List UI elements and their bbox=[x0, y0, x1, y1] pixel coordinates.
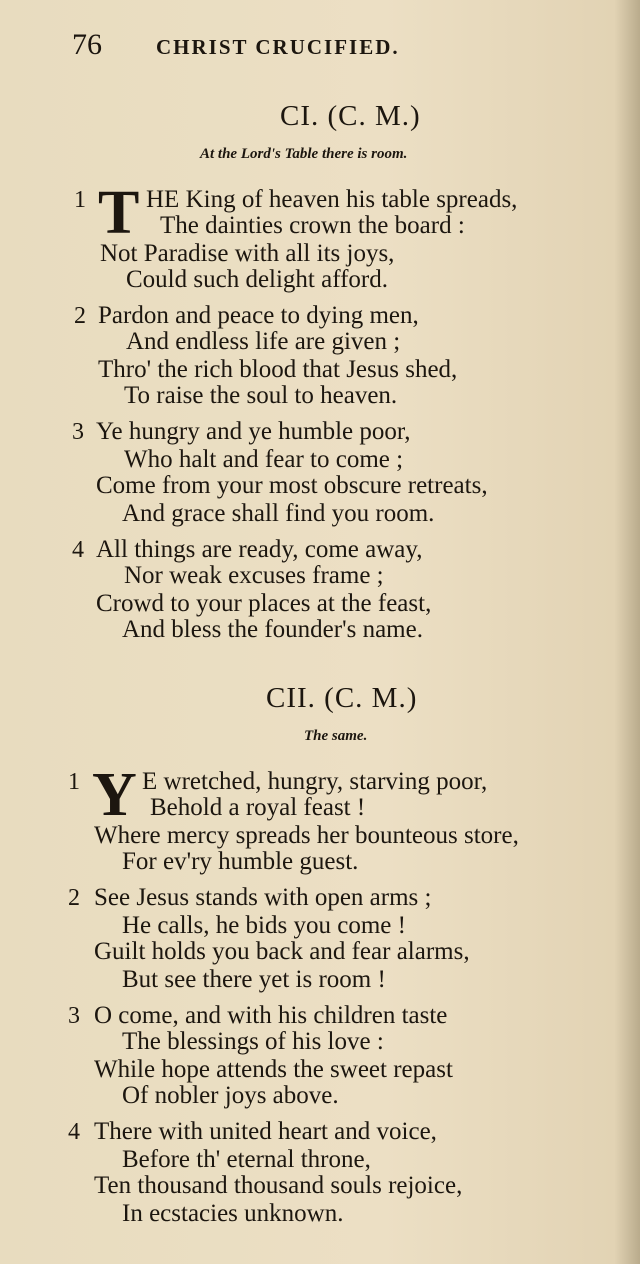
verse-line: And endless life are given ; bbox=[126, 328, 401, 355]
verse-line: Who halt and fear to come ; bbox=[124, 446, 404, 473]
verse-line: But see there yet is room ! bbox=[122, 966, 386, 993]
hymn-subtitle: The same. bbox=[304, 728, 368, 744]
hymn-subtitle: At the Lord's Table there is room. bbox=[200, 146, 408, 162]
verse-line: Ten thousand thousand souls rejoice, bbox=[94, 1172, 463, 1199]
verse-number: 3 bbox=[68, 1003, 80, 1029]
running-title: CHRIST CRUCIFIED. bbox=[156, 35, 400, 59]
verse-line: Come from your most obscure retreats, bbox=[96, 472, 488, 499]
verse-line: Guilt holds you back and fear alarms, bbox=[94, 938, 470, 965]
verse-number: 3 bbox=[72, 419, 84, 445]
verse-line: Nor weak excuses frame ; bbox=[124, 562, 384, 589]
verse-number: 4 bbox=[68, 1119, 80, 1145]
verse-number: 2 bbox=[68, 885, 80, 911]
verse-number: 1 bbox=[68, 769, 80, 795]
verse-line: E wretched, hungry, starving poor, bbox=[142, 768, 488, 795]
verse-line: Could such delight afford. bbox=[126, 266, 388, 293]
verse-line: And grace shall find you room. bbox=[122, 500, 435, 527]
verse-line: Before th' eternal throne, bbox=[122, 1146, 371, 1173]
verse-line: Thro' the rich blood that Jesus shed, bbox=[98, 356, 458, 383]
verse-line: Ye hungry and ye humble poor, bbox=[96, 418, 411, 445]
verse-line: Of nobler joys above. bbox=[122, 1082, 339, 1109]
hymn-heading: CI. (C. M.) bbox=[280, 100, 421, 132]
verse-line: In ecstacies unknown. bbox=[122, 1200, 344, 1227]
drop-cap: Y bbox=[92, 761, 137, 829]
verse-line: All things are ready, come away, bbox=[96, 536, 423, 563]
drop-cap: T bbox=[98, 179, 140, 247]
verse-line: Behold a royal feast ! bbox=[150, 794, 366, 821]
hymn-heading: CII. (C. M.) bbox=[266, 682, 418, 714]
page-number: 76 bbox=[72, 28, 102, 61]
verse-line: Not Paradise with all its joys, bbox=[100, 240, 395, 267]
verse-line: Crowd to your places at the feast, bbox=[96, 590, 432, 617]
verse-line: Where mercy spreads her bounteous store, bbox=[94, 822, 519, 849]
verse-line: There with united heart and voice, bbox=[94, 1118, 437, 1145]
verse-number: 4 bbox=[72, 537, 84, 563]
verse-line: HE King of heaven his table spreads, bbox=[146, 186, 518, 213]
verse-line: He calls, he bids you come ! bbox=[122, 912, 406, 939]
verse-line: The dainties crown the board : bbox=[160, 212, 465, 239]
verse-line: While hope attends the sweet repast bbox=[94, 1056, 453, 1083]
verse-line: To raise the soul to heaven. bbox=[124, 382, 398, 409]
verse-line: And bless the founder's name. bbox=[122, 616, 423, 643]
verse-number: 2 bbox=[74, 303, 86, 329]
verse-line: The blessings of his love : bbox=[122, 1028, 384, 1055]
running-head bbox=[72, 28, 490, 68]
verse-line: See Jesus stands with open arms ; bbox=[94, 884, 432, 911]
verse-number: 1 bbox=[74, 187, 86, 213]
verse-line: For ev'ry humble guest. bbox=[122, 848, 359, 875]
verse-line: Pardon and peace to dying men, bbox=[98, 302, 419, 329]
verse-line: O come, and with his children taste bbox=[94, 1002, 448, 1029]
